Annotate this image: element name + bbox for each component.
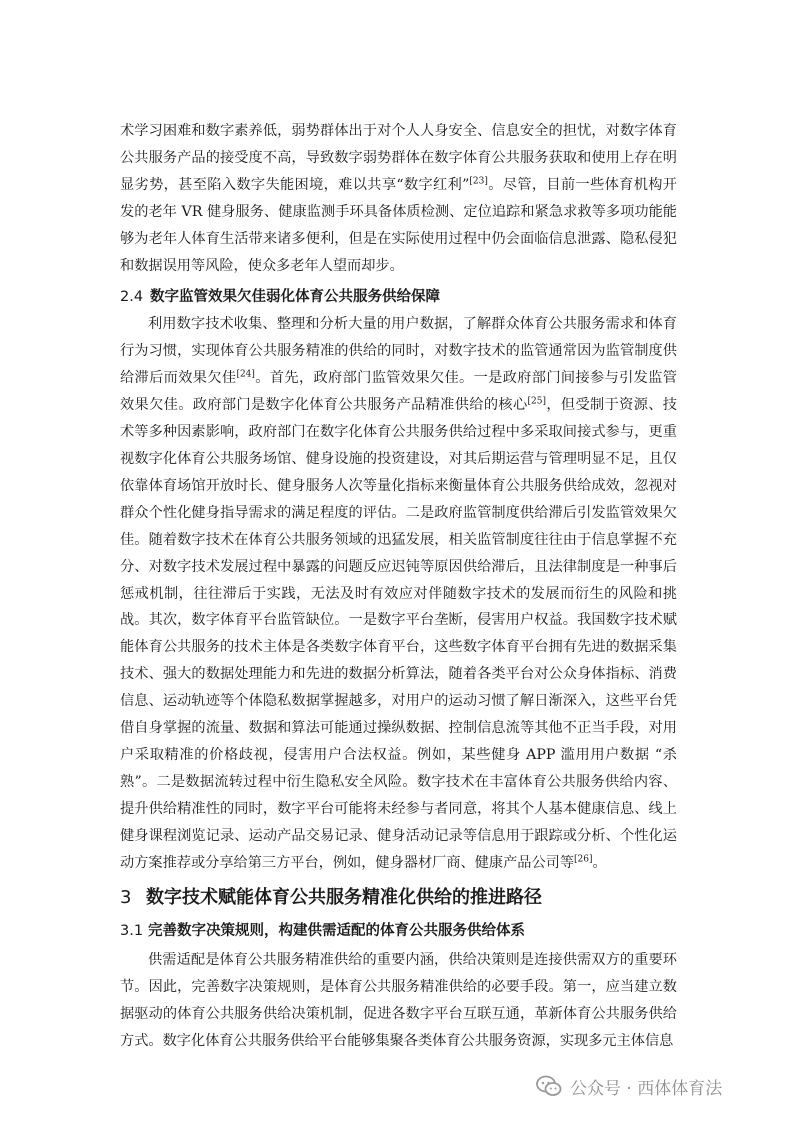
watermark	[536, 1072, 722, 1100]
citation-ref[interactable]: [26]	[574, 853, 593, 864]
paragraph-decision-rules: 供需适配是体育公共服务精准供给的重要内涵，供给决策则是连接供需双方的重要环节。因此，完善数字决策规则，是体育公共服务精准供给的必要手段。第一，应当建立数据驱动的体育公共服务供给决策机制，促进各数字平台互联互通，革新体育公共服务供给方式。数字化体育公共服务供给平台能够集聚各类体育公共服务资源，实现多元主体信息	[120, 952, 677, 1050]
paragraph-supervision: 利用数字技术收集、整理和分析大量的用户数据，了解群众体育公共服务需求和体育行为习惯，实现体育公共服务精准的供给的同时，对数字技术的监管通常因为监管制度供给滞后而效果欠佳[24]。首先，政府部门监管效果欠佳。一是政府部门间接参与引发监管效果欠佳。政府部门是数字化体育公共服务产品精准供给的核心[25]，但受制于资源、技术等多种因素影响，政府部门在数字化体育公共服务供给过程中多采取间接式参与，更重视数字化体育公共服务场馆、健身设施的投资建设，对其后期运营与管理明显不足，且仅依靠体育场馆开放时长、健身服务人次等量化指标来衡量体育公共服务供给成效，忽视对群众个性化健身指导需求的满足程度的评估。二是政府监管制度供给滞后引发监管效果欠佳。随着数字技术在体育公共服务领域的迅猛发展，相关监管制度往往由于信息掌握不充分、对数字技术发展过程中暴露的问题反应迟钝等原因供给滞后，且法律制度是一种事后惩戒机制，往往滞后于实践，无法及时有效应对伴随数字技术的发展而衍生的风险和挑战。其次，数字体育平台监管缺位。一是数字平台垄断，侵害用户权益。我国数字技术赋能体育公共服务的技术主体是各类数字体育平台，这些数字体育平台拥有先进的数据采集技术、强大的数据处理能力和先进的数据分析算法，随着各类平台对公众身体指标、消费信息、运动轨迹等个体隐私数据掌握越多，对用户的运动习惯了解日渐深入，这些平台凭借自身掌握的流量、数据和算法可能通过操纵数据、控制信息流等其他不正当手段，对用户采取精准的价格歧视，侵害用户合法权益。例如，某些健身 APP 滥用用户数据 “杀熟”。二是数据流转过程中衍生隐私安全风险。数字技术在丰富体育公共服务供给内容、提升供给精准性的同时，数字平台可能将未经参与者同意，将其个人基本健康信息、线上健身课程浏览记录、运动产品交易记录、健身活动记录等信息用于跟踪或分析、个性化运动方案推荐或分享给第三方平台，例如，健身器材厂商、健康产品公司等[26]。	[120, 316, 677, 871]
section-number: 3	[120, 887, 132, 909]
document-body	[120, 118, 677, 1055]
section-number: 2.4	[120, 289, 144, 306]
section-heading-3	[120, 885, 677, 911]
paragraph-continuation: 术学习困难和数字素养低，弱势群体出于对个人人身安全、信息安全的担忧，对数字体育公共服务产品的接受度不高，导致数字弱势群体在数字体育公共服务获取和使用上存在明显劣势，甚至陷入数字失能困境，难以共享“数字红利”[23]。尽管，目前一些体育机构开发的老年 VR 健身服务、健康监测手环具备体质检测、定位追踪和紧急求救等多项功能能够为老年人体育生活带来诸多便利，但是在实际使用过程中仍会面临信息泄露、隐私侵犯和数据误用等风险，使众多老年人望而却步。	[120, 123, 677, 274]
citation-ref[interactable]: [25]	[527, 396, 546, 407]
section-title: 数字监管效果欠佳弱化体育公共服务供给保障	[150, 289, 440, 306]
citation-ref[interactable]: [24]	[236, 369, 255, 380]
citation-ref[interactable]: [23]	[469, 176, 488, 187]
section-heading-3-1	[120, 919, 677, 943]
section-number: 3.1	[120, 923, 144, 940]
section-title: 数字技术赋能体育公共服务精准化供给的推进路径	[146, 887, 542, 909]
section-heading-2-4	[120, 285, 677, 309]
wechat-icon	[536, 1075, 562, 1097]
section-title: 完善数字决策规则，构建供需适配的体育公共服务供给体系	[148, 923, 525, 940]
watermark-text: 公众号 · 西体体育法	[570, 1078, 723, 1099]
